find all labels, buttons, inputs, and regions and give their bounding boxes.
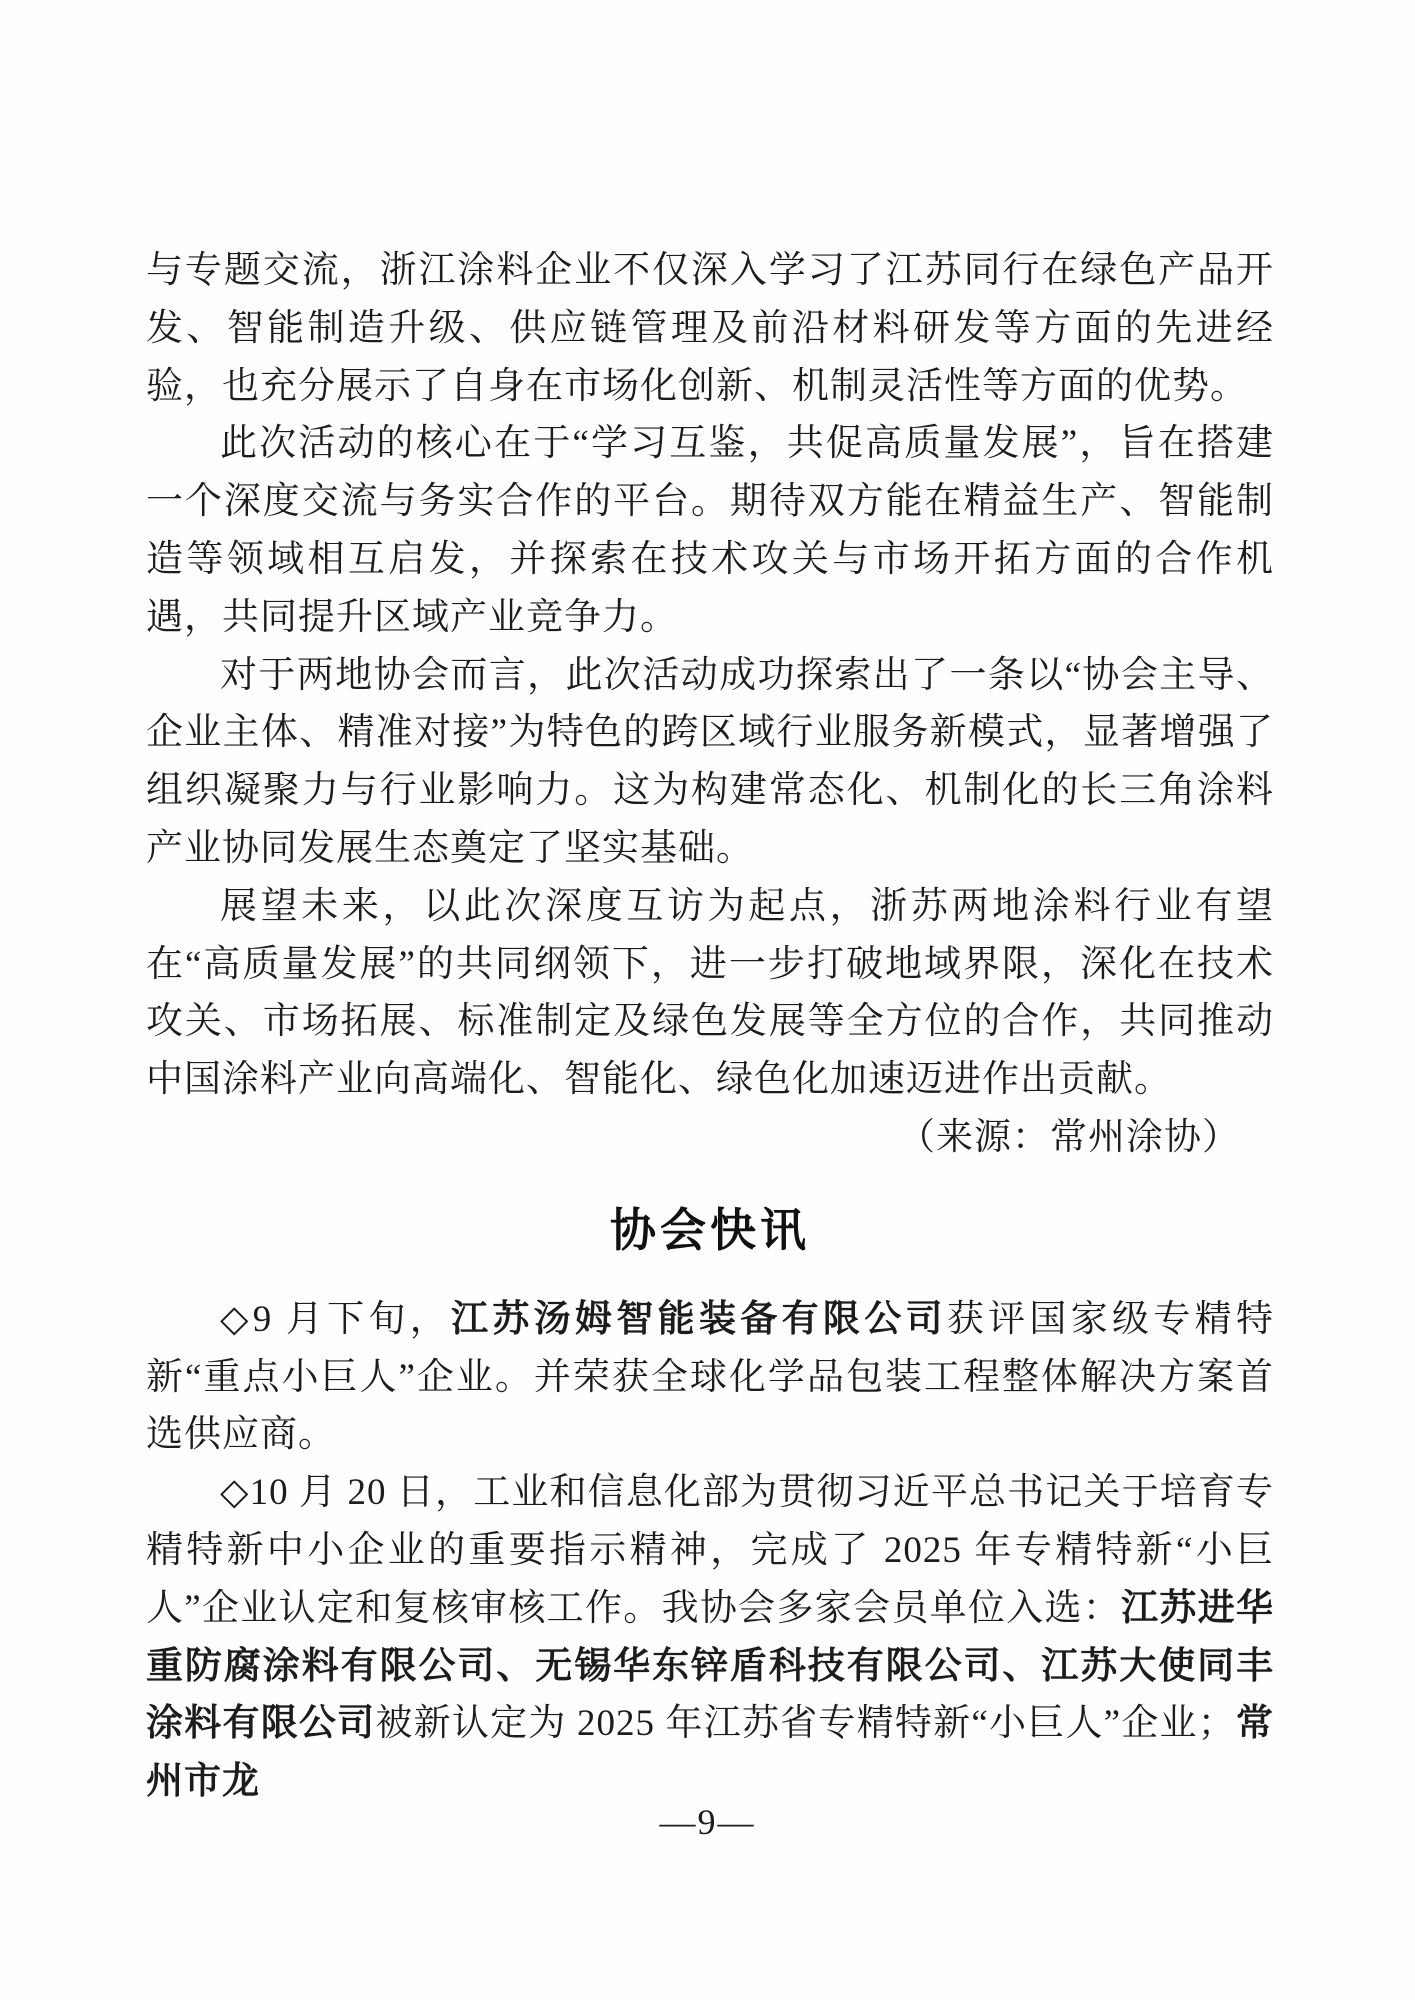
news-item-1-company-bold: 江苏汤姆智能装备有限公司 — [451, 1298, 947, 1340]
page-number: —9— — [659, 1802, 756, 1842]
body-paragraph-3: 对于两地协会而言，此次活动成功探索出了一条以“协会主导、企业主体、精准对接”为特色的跨区域行业服务新模式，显著增强了组织凝聚力与行业影响力。这为构建常态化、机制化的长三角涂料产业协同发展生态奠定了坚实基础。 — [146, 654, 1274, 869]
news-item-2-companies-bold: 江苏进华重防腐涂料有限公司、无锡华东锌盾科技有限公司、江苏大使同丰涂料有限公司 — [146, 1587, 1275, 1745]
news-item-2-text: ◇10 月 20 日，工业和信息化部为贯彻习近平总书记关于培育专精特新中小企业的重要指示精神，完成了 2025 年专精特新“小巨人”企业认定和复核审核工作。我协会多家会员单位入选： — [146, 1472, 1274, 1629]
section-heading: 协会快讯 — [610, 1204, 810, 1256]
news-item-1 — [146, 1291, 1274, 1464]
body-paragraph-1: 与专题交流，浙江涂料企业不仅深入学习了江苏同行在绿色产品开发、智能制造升级、供应链管理及前沿材料研发等方面的先进经验，也充分展示了自身在市场化创新、机制灵活性等方面的优势。 — [146, 250, 1274, 407]
news-item-1-text-tail: 获评国家级专精特新“重点小巨人”企业。并荣获全球化学品包装工程整体解决方案首选供应商。 — [146, 1298, 1274, 1456]
source-attribution: （来源：常州涂协） — [898, 1116, 1240, 1158]
text-block — [146, 242, 1274, 1811]
news-item-2-text-mid: 被新认定为 2025 年江苏省专精特新“小巨人”企业； — [375, 1703, 1236, 1745]
news-item-1-text: ◇9 月下旬， — [220, 1298, 452, 1340]
news-item-2-company-bold-cutoff: 常州市龙 — [146, 1703, 1275, 1803]
news-item-2 — [146, 1464, 1274, 1811]
body-paragraph-2: 此次活动的核心在于“学习互鉴，共促高质量发展”，旨在搭建一个深度交流与务实合作的平台。期待双方能在精益生产、智能制造等领域相互启发，并探索在技术攻关与市场开拓方面的合作机遇，共同提升区域产业竞争力。 — [146, 423, 1274, 638]
body-paragraph-4: 展望未来，以此次深度互访为起点，浙苏两地涂料行业有望在“高质量发展”的共同纲领下，进一步打破地域界限，深化在技术攻关、市场拓展、标准制定及绿色发展等全方位的合作，共同推动中国涂料产业向高端化、智能化、绿色化加速迈进作出贡献。 — [146, 885, 1274, 1101]
